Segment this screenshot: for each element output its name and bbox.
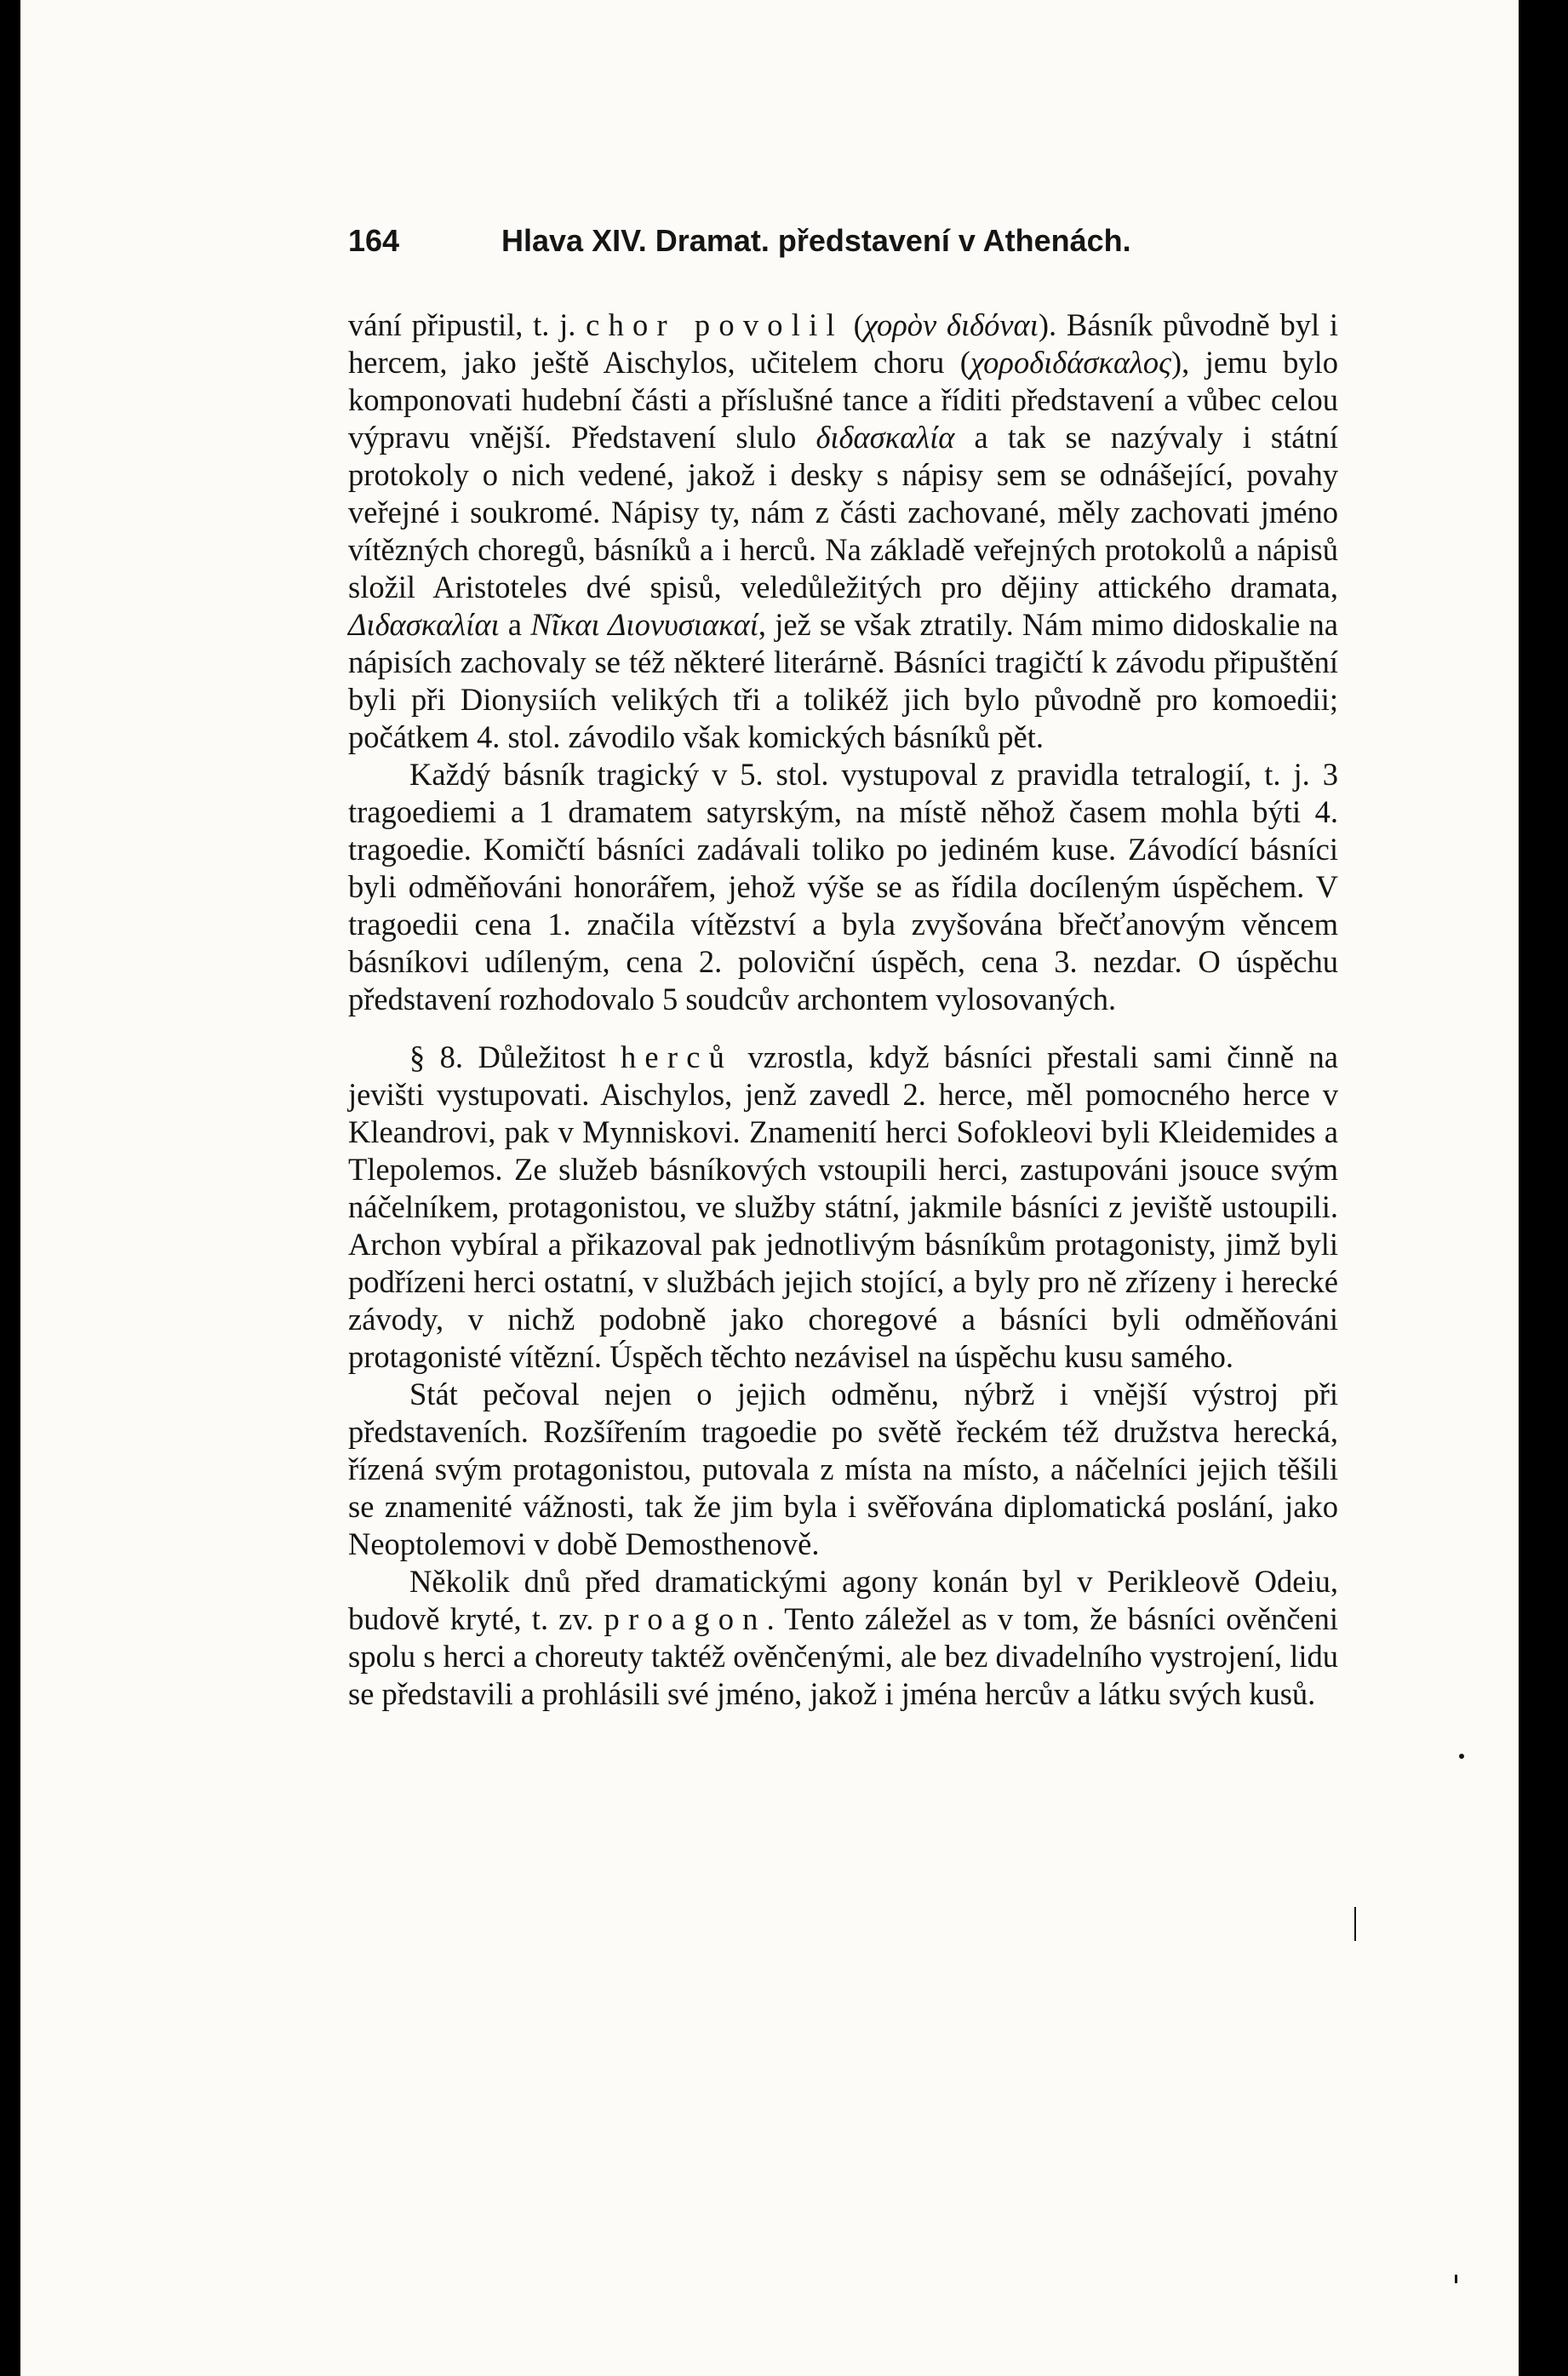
paragraph-2: Každý básník tragický v 5. stol. vystupoval z pravidla tetralogií, t. j. 3 tragoediemi a 1 dramatem satyrským, na místě něhož časem mohla býti 4. tragoedie. Komičtí básníci zadávali toliko po jediném kuse. Závodící básníci byli odměňováni honorářem, jehož výše se as řídila docíleným úspěchem. V tragoedii cena 1. značila vítězství a byla zvyšována břečťanovým věncem básníkovi udíleným, cena 2. poloviční úspěch, cena 3. nezdar. O úspěchu představení rozhodovalo 5 soudcův archontem vylosovaných. <box>348 757 1338 1016</box>
spaced-term-chor-povolil: chor povolil <box>586 307 844 342</box>
paragraph-1: vání připustil, t. j. chor povolil (χορὸν διδόναι). Básník původně byl i hercem, jako ještě Aischylos, učitelem choru (χοροδιδάσκαλος), jemu bylo komponovati hudební části a příslušné tance a říditi představení a vůbec celou výpravu vnější. Představení slulo διδασκαλία a tak se nazývaly i státní protokoly o nich vedené, jakož i desky s nápisy sem se odnášející, povahy veřejné i soukromé. Nápisy ty, nám z části zachované, měly zachovati jméno vítězných choregů, básníků a i herců. Na základě veřejných protokolů a nápisů složil Aristoteles dvé spisů, veledůležitých pro dějiny attického dramata, Διδασκαλίαι a Νῖκαι Διονυσιακαί, jež se však ztratily. Nám mimo didoskalie na nápisích zachovaly se též některé literárně. Básníci tragičtí k závodu připuštění byli při Dionysiích velikých tři a tolikéž jich bylo původně pro komoedii; počátkem 4. stol. závodilo však komických básníků pět. <box>348 307 1339 754</box>
scan-edge-line <box>1354 1907 1356 1941</box>
greek-term: χορὸν διδόναι <box>863 307 1039 342</box>
scan-speck <box>1455 2275 1457 2283</box>
spaced-term-hercu: herců <box>620 1039 734 1074</box>
greek-term: χοροδιδάσκαλος <box>970 345 1171 380</box>
spaced-term-proagon: proagon <box>604 1601 767 1636</box>
greek-term: Διδασκαλίαι <box>348 607 500 642</box>
page-number: 164 <box>348 223 400 258</box>
page-header <box>348 223 1182 266</box>
greek-term: Νῖκαι Διονυσιακαί <box>530 607 758 642</box>
paragraph-5: Několik dnů před dramatickými agony konán byl v Perikleově Odeiu, budově kryté, t. zv. proagon. Tento záležel as v tom, že básníci ověnčeni spolu s herci a choreuty taktéž ověnčenými, ale bez divadelního vystrojení, lidu se představili a prohlásili své jméno, jakož i jména hercův a látku svých kusů. <box>348 1564 1338 1711</box>
greek-term: διδασκαλία <box>815 420 955 455</box>
scan-speck <box>1459 1754 1464 1759</box>
paragraph-3-section-8: § 8. Důležitost herců vzrostla, když básníci přestali sami činně na jevišti vystupovati. Aischylos, jenž zavedl 2. herce, měl pomocného herce v Kleandrovi, pak v Mynniskovi. Znamenití herci Sofokleovi byli Kleidemides a Tlepolemos. Ze služeb básníkových vstoupili herci, zastupováni jsouce svým náčelníkem, protagonistou, ve služby státní, jakmile básníci z jeviště ustoupili. Archon vybíral a přikazoval pak jednotlivým básníkům protagonisty, jimž byli podřízeni herci ostatní, v službách jejich stojící, a byly pro ně zřízeny i herecké závody, v nichž podobně jako choregové a básníci byli odměňováni protagonisté vítězní. Úspěch těchto nezávisel na úspěchu kusu samého. <box>348 1039 1338 1374</box>
scanned-page <box>20 0 1519 2376</box>
body-text <box>348 306 1338 1713</box>
running-title: Hlava XIV. Dramat. představení v Athenách. <box>501 223 1131 258</box>
paragraph-4: Stát pečoval nejen o jejich odměnu, nýbrž i vnější výstroj při představeních. Rozšířením tragoedie po světě řeckém též družstva herecká, řízená svým protagonistou, putovala z místa na místo, a náčelníci jejich těšili se znamenité vážnosti, tak že jim byla i svěřována diplomatická poslání, jako Neoptolemovi v době Demosthenově. <box>348 1377 1338 1561</box>
